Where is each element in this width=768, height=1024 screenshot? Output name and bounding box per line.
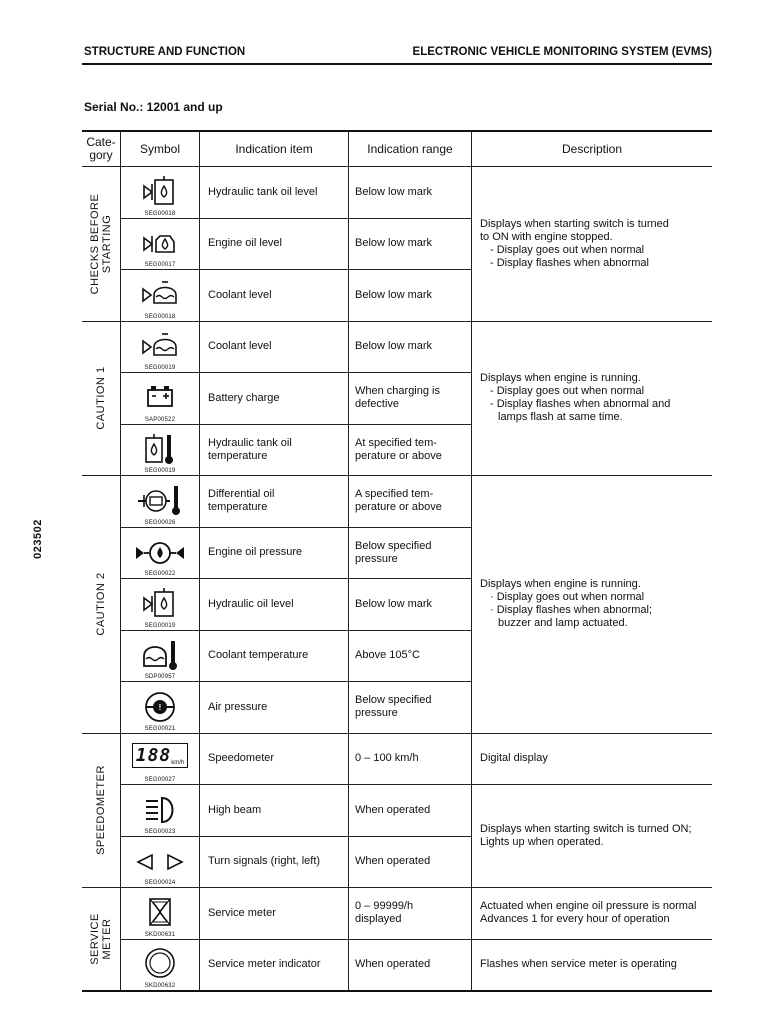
description-service-meter <box>472 888 713 940</box>
table-header-row <box>82 131 712 167</box>
hydraulic-oil-temp-icon <box>140 432 180 468</box>
symbol-code: SEG00018 <box>144 210 176 217</box>
symbol-cell <box>121 373 200 425</box>
side-code-text: 023502 <box>32 519 44 559</box>
indication-range: When operated <box>349 836 472 888</box>
symbol-cell <box>121 939 200 991</box>
description-service-indicator: Flashes when service meter is operating <box>472 939 713 991</box>
symbol-cell <box>121 630 200 682</box>
indication-item: Service meter <box>200 888 349 940</box>
indication-range: When charging is defective <box>349 373 472 425</box>
description-caution2 <box>472 476 713 734</box>
engine-oil-pressure-icon <box>134 535 186 571</box>
description-speedometer: Digital display <box>472 733 713 785</box>
speedometer-unit: km/h <box>171 760 185 767</box>
symbol-cell <box>121 218 200 270</box>
category-speedometer <box>82 733 121 888</box>
high-beam-icon <box>140 794 180 826</box>
symbol-cell <box>121 424 200 476</box>
coolant-temperature-icon <box>138 638 182 674</box>
indication-range: Below low mark <box>349 579 472 631</box>
symbol-code: SDP00957 <box>144 674 176 680</box>
indication-item: Speedometer <box>200 733 349 785</box>
category-caution2-label: CAUTION 2 <box>95 572 107 636</box>
hourglass-icon <box>142 896 178 930</box>
symbol-cell <box>121 270 200 322</box>
symbol-cell <box>121 476 200 528</box>
symbol-code: SKD00631 <box>144 931 176 938</box>
indication-item: Hydraulic tank oil level <box>200 167 349 219</box>
hydraulic-oil-level-icon <box>140 586 180 622</box>
symbol-cell <box>121 733 200 785</box>
symbol-code: SEG00019 <box>144 468 176 474</box>
indication-item: Engine oil pressure <box>200 527 349 579</box>
symbol-code: SEG00024 <box>144 880 176 886</box>
category-caution1-label: CAUTION 1 <box>95 366 107 430</box>
indication-range: Above 105°C <box>349 630 472 682</box>
indication-item: Differential oil temperature <box>200 476 349 528</box>
symbol-cell <box>121 527 200 579</box>
indication-item: Coolant level <box>200 321 349 373</box>
indication-range: Below specified pressure <box>349 527 472 579</box>
symbol-code: SEG00023 <box>144 828 176 835</box>
table-row <box>82 939 712 991</box>
serial-number: Serial No.: 12001 and up <box>84 100 223 114</box>
indication-range: At specified tem- perature or above <box>349 424 472 476</box>
engine-oil-level-icon <box>140 226 180 262</box>
symbol-cell <box>121 785 200 837</box>
description-line: to ON with engine stopped. <box>480 230 613 243</box>
coolant-level-icon <box>140 329 180 365</box>
description-bullet: lamps flash at same time. <box>498 411 623 424</box>
symbol-code: SEG00019 <box>144 622 176 629</box>
header-right-title: ELECTRONIC VEHICLE MONITORING SYSTEM (EVMS) <box>412 46 712 58</box>
indication-range: When operated <box>349 785 472 837</box>
col-description: Description <box>472 131 713 167</box>
table-row <box>82 733 712 785</box>
service-indicator-icon <box>140 947 180 983</box>
category-checks <box>82 167 121 322</box>
indication-range: Below low mark <box>349 321 472 373</box>
svg-text:!: ! <box>158 703 162 713</box>
description-line: Displays when engine is running. <box>480 578 641 591</box>
indication-range: Below low mark <box>349 218 472 270</box>
description-bullet: - Display goes out when normal <box>490 385 645 398</box>
battery-charge-icon <box>140 382 180 414</box>
indication-item: Battery charge <box>200 373 349 425</box>
evms-indicator-table <box>82 130 712 992</box>
symbol-cell <box>121 682 200 734</box>
description-bullet: buzzer and lamp actuated. <box>498 617 628 630</box>
category-checks-label: CHECKS BEFORE STARTING <box>89 193 113 295</box>
differential-oil-temp-icon <box>136 483 184 519</box>
col-symbol: Symbol <box>121 131 200 167</box>
indication-range: When operated <box>349 939 472 991</box>
air-pressure-icon <box>138 689 182 725</box>
symbol-code: SEG00022 <box>144 571 176 577</box>
description-caution1 <box>472 321 713 476</box>
header-left-title: STRUCTURE AND FUNCTION <box>84 46 246 58</box>
col-category-label: Cate- gory <box>86 135 116 162</box>
hydraulic-tank-level-icon <box>140 174 180 210</box>
table-row <box>82 476 712 528</box>
description-bullet: - Display flashes when abnormal and <box>490 398 671 411</box>
description-bullet: · Display flashes when abnormal; <box>490 604 653 617</box>
symbol-cell <box>121 836 200 888</box>
indication-range: 0 – 99999/h displayed <box>349 888 472 940</box>
indication-range: Below low mark <box>349 270 472 322</box>
indication-range: Below low mark <box>349 167 472 219</box>
indication-range: A specified tem- perature or above <box>349 476 472 528</box>
description-bullet: - Display flashes when abnormal <box>490 256 649 269</box>
symbol-cell <box>121 167 200 219</box>
description-line: Actuated when engine oil pressure is normal <box>480 900 697 913</box>
coolant-level-icon <box>140 277 180 313</box>
description-line: Displays when engine is running. <box>480 372 641 385</box>
indication-item: Coolant temperature <box>200 630 349 682</box>
table-row <box>82 321 712 373</box>
category-caution2 <box>82 476 121 734</box>
category-caution1 <box>82 321 121 476</box>
description-bullet: · Display goes out when normal <box>490 591 645 604</box>
table-row <box>82 785 712 837</box>
symbol-code: SAP00522 <box>144 416 176 423</box>
col-item: Indication item <box>200 131 349 167</box>
indication-item: Service meter indicator <box>200 939 349 991</box>
indication-item: Air pressure <box>200 682 349 734</box>
indication-item: Coolant level <box>200 270 349 322</box>
symbol-cell <box>121 888 200 940</box>
indication-item: Hydraulic tank oil temperature <box>200 424 349 476</box>
symbol-code: SEG00019 <box>144 365 176 371</box>
symbol-cell <box>121 579 200 631</box>
symbol-code: SEG00026 <box>144 519 176 526</box>
symbol-code: SEG00027 <box>144 777 176 783</box>
col-range: Indication range <box>349 131 472 167</box>
category-speedometer-label: SPEEDOMETER <box>95 765 107 856</box>
speedometer-display-icon <box>132 743 189 768</box>
indication-item: Hydraulic oil level <box>200 579 349 631</box>
description-line: Displays when starting switch is turned <box>480 217 669 230</box>
indication-item: Turn signals (right, left) <box>200 836 349 888</box>
description-line: Displays when starting switch is turned ON; <box>480 823 692 835</box>
category-service-label: SERVICE METER <box>89 913 113 965</box>
category-service-meter <box>82 888 121 992</box>
description-line: Advances 1 for every hour of operation <box>480 913 670 926</box>
indication-range: 0 – 100 km/h <box>349 733 472 785</box>
description-line: Lights up when operated. <box>480 836 604 848</box>
col-category <box>82 131 121 167</box>
description-checks <box>472 167 713 322</box>
speedometer-digits: 188 <box>135 745 172 767</box>
turn-signal-icon <box>132 847 188 877</box>
table-row <box>82 888 712 940</box>
symbol-code: SEG00021 <box>144 725 176 732</box>
description-bullet: - Display goes out when normal <box>490 243 645 256</box>
indication-item: Engine oil level <box>200 218 349 270</box>
symbol-code: SEG00017 <box>144 262 176 268</box>
description-lights <box>472 785 713 888</box>
table-row <box>82 167 712 219</box>
header-rule <box>82 63 712 65</box>
indication-range: Below specified pressure <box>349 682 472 734</box>
symbol-cell <box>121 321 200 373</box>
symbol-code: SEG00018 <box>144 313 176 320</box>
indication-item: High beam <box>200 785 349 837</box>
symbol-code: SKD00632 <box>144 983 176 989</box>
